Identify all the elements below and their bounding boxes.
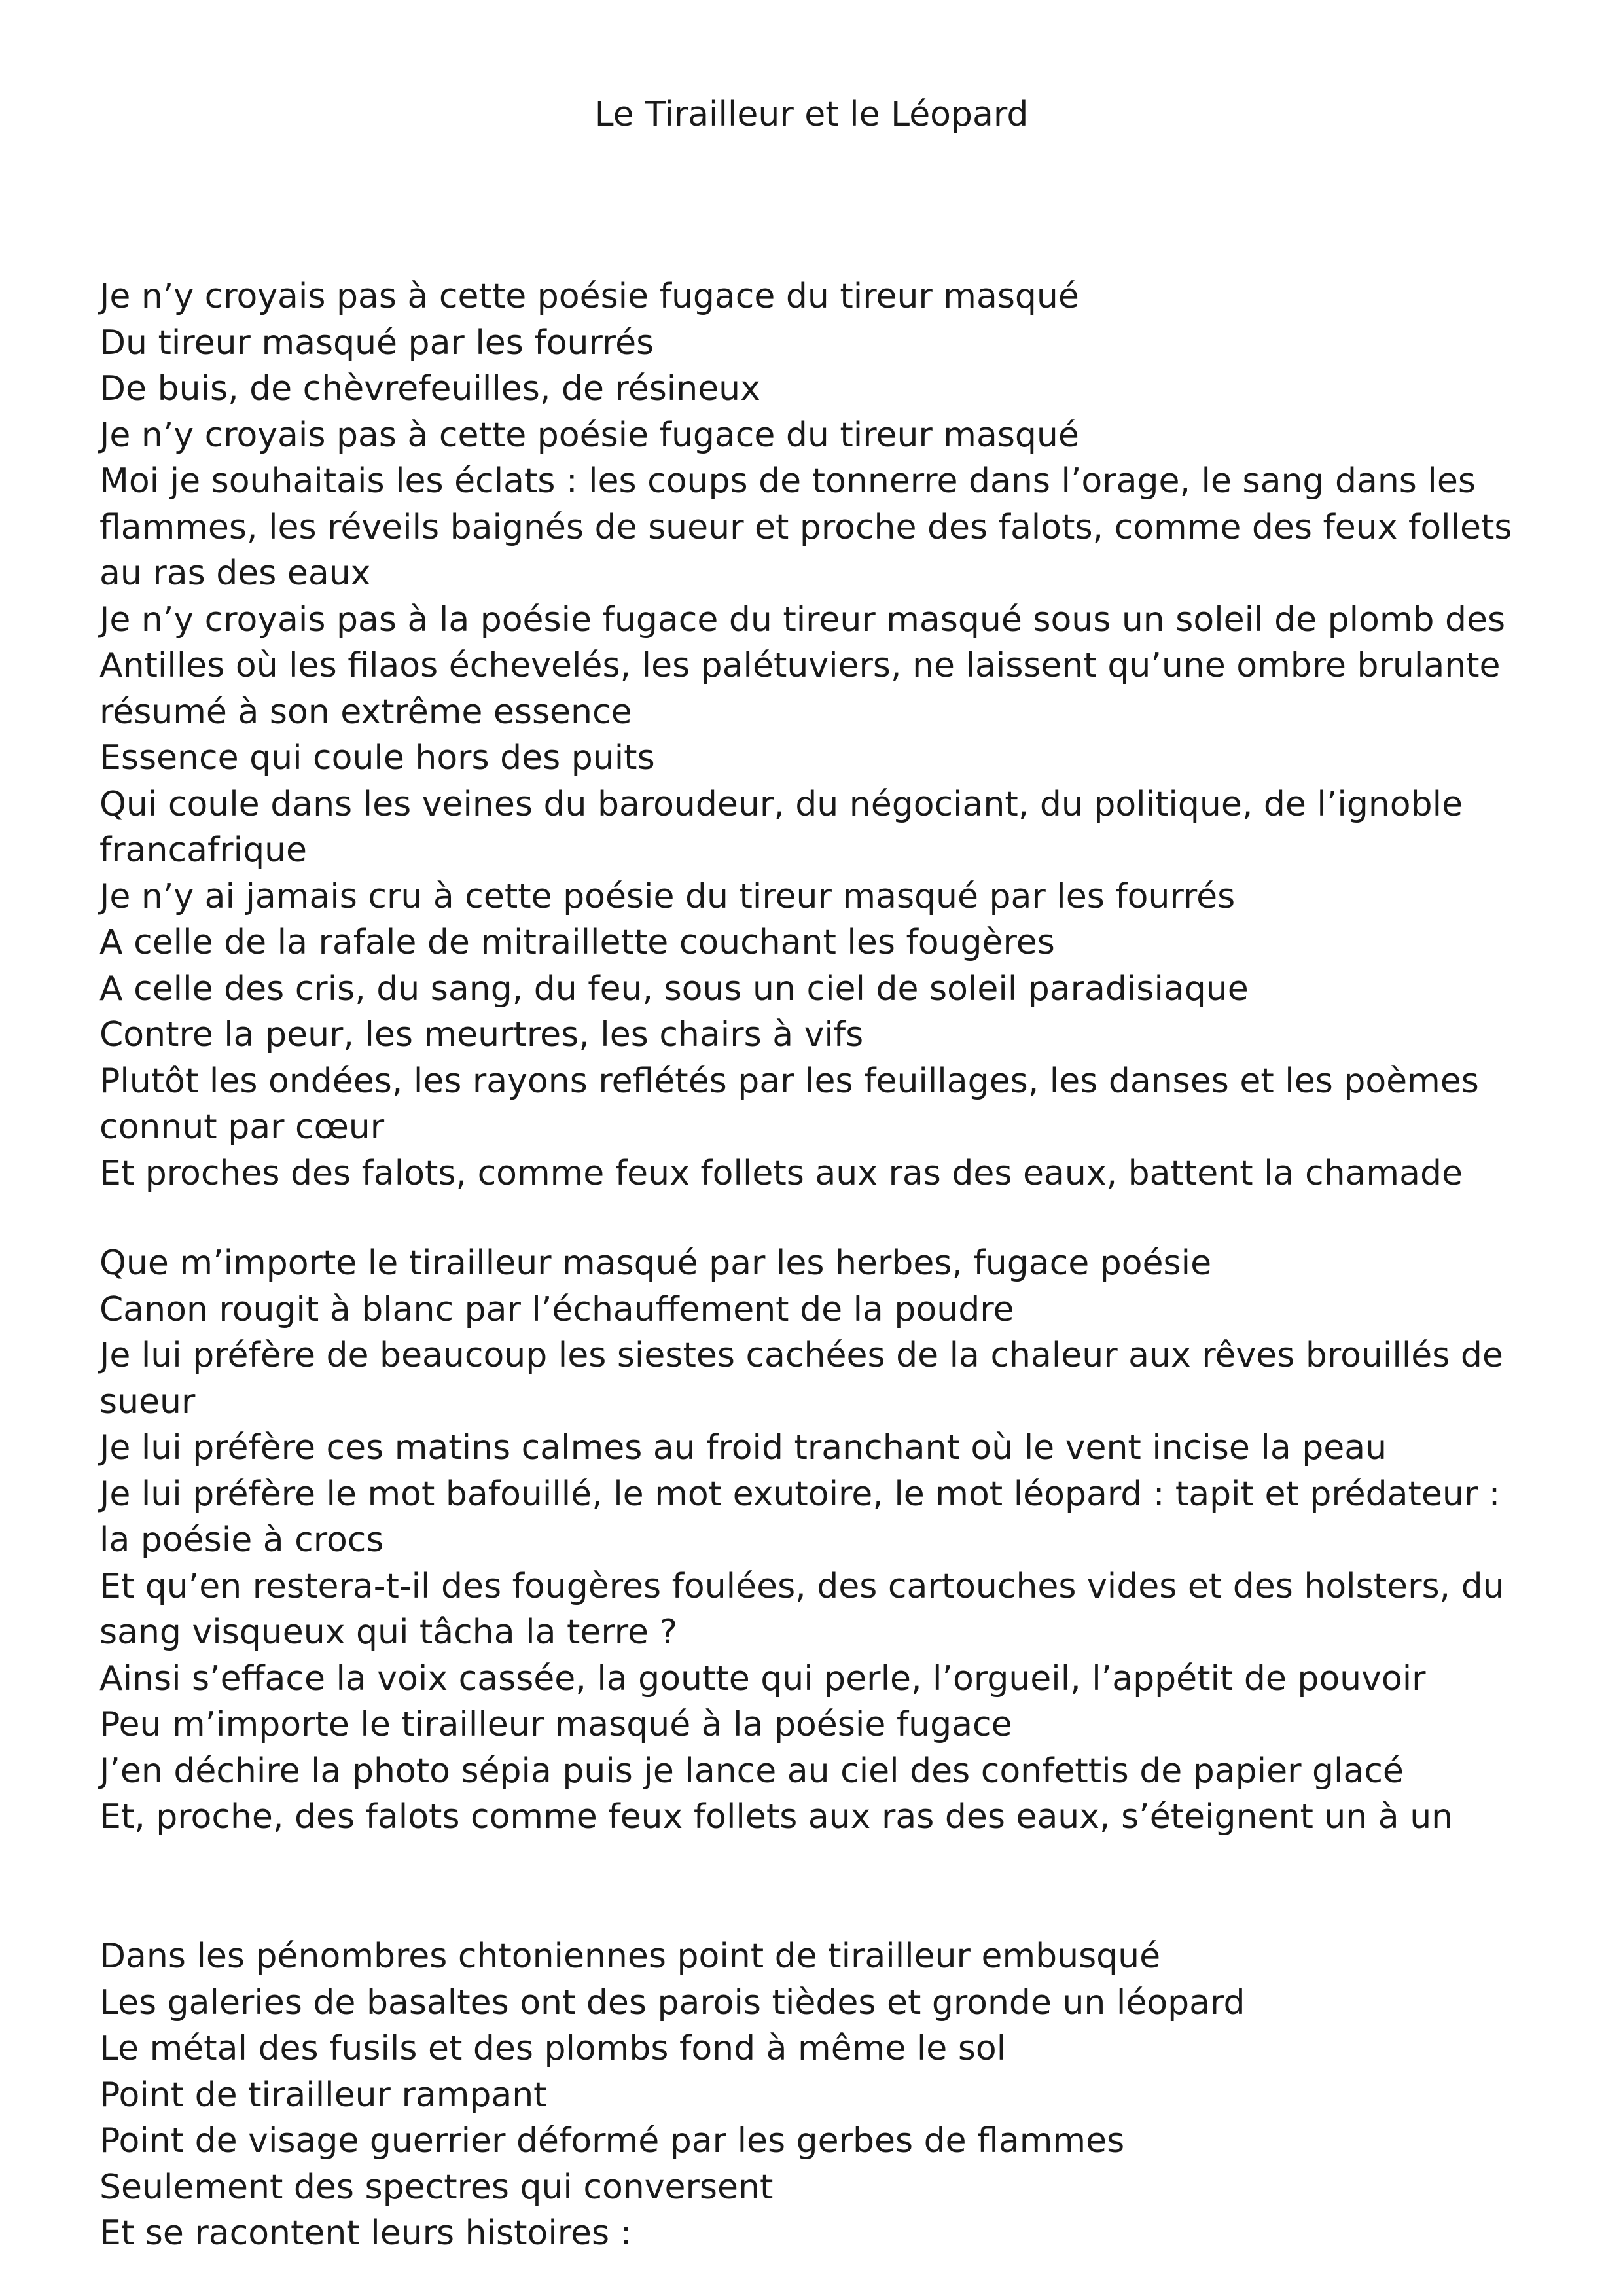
poem-line: Canon rougit à blanc par l’échauffement de la poudre <box>99 1289 1014 1329</box>
poem-line: Peu m’importe le tirailleur masqué à la poésie fugace <box>99 1705 1012 1744</box>
poem-line: Du tireur masqué par les fourrés <box>99 323 654 363</box>
poem-line: Et se racontent leurs histoires : <box>99 2214 632 2253</box>
poem-line: Je lui préfère le mot bafouillé, le mot exutoire, le mot léopard : tapit et prédateur : la poésie à crocs <box>99 1474 1501 1560</box>
poem-line: Que m’importe le tirailleur masqué par les herbes, fugace poésie <box>99 1244 1212 1283</box>
poem-line: A celle de la rafale de mitraillette couchant les fougères <box>99 923 1055 962</box>
poem-line: Je n’y croyais pas à cette poésie fugace du tireur masqué <box>99 277 1079 316</box>
poem-title: Le Tirailleur et le Léopard <box>594 95 1029 134</box>
poem-line: A celle des cris, du sang, du feu, sous un ciel de soleil paradisiaque <box>99 969 1249 1009</box>
stanza <box>99 1933 1539 2257</box>
poem-line: Et qu’en restera-t-il des fougères foulées, des cartouches vides et des holsters, du sang visqueux qui tâcha la terre ? <box>99 1566 1505 1652</box>
poem-line: Point de tirailleur rampant <box>99 2075 547 2115</box>
poem-line: Dans les pénombres chtoniennes point de tirailleur embusqué <box>99 1937 1161 1976</box>
poem-line: Moi je souhaitais les éclats : les coups de tonnerre dans l’orage, le sang dans les flammes, les réveils baignés de sueur et proche des falots, comme des feux follets au ras des eaux <box>99 461 1512 593</box>
poem-line: Je n’y ai jamais cru à cette poésie du tireur masqué par les fourrés <box>99 876 1236 916</box>
poem-line: Le métal des fusils et des plombs fond à même le sol <box>99 2029 1007 2068</box>
poem-line: De buis, de chèvrefeuilles, de résineux <box>99 369 760 408</box>
poem-line: Je lui préfère ces matins calmes au froid tranchant où le vent incise la peau <box>99 1428 1387 1467</box>
poem-line: Contre la peur, les meurtres, les chairs à vifs <box>99 1015 864 1054</box>
poem-line: Je lui préfère de beaucoup les siestes cachées de la chaleur aux rêves brouillés de sueur <box>99 1336 1503 1422</box>
poem-line: Point de visage guerrier déformé par les gerbes de flammes <box>99 2121 1125 2161</box>
poem-line: Seulement des spectres qui conversent <box>99 2167 774 2207</box>
poem-line: Et, proche, des falots comme feux follets aux ras des eaux, s’éteignent un à un <box>99 1797 1454 1837</box>
poem-line: Je n’y croyais pas à la poésie fugace du tireur masqué sous un soleil de plomb des Antilles où les filaos échevelés, les palétuviers, ne laissent qu’une ombre brulante résumé à son extrême essence <box>99 600 1506 732</box>
stanza <box>99 274 1539 1196</box>
poem-line: Les galeries de basaltes ont des parois tièdes et gronde un léopard <box>99 1982 1245 2022</box>
poem-line: Plutôt les ondées, les rayons reflétés par les feuillages, les danses et les poèmes connut par cœur <box>99 1061 1479 1147</box>
poem-line: Ainsi s’efface la voix cassée, la goutte qui perle, l’orgueil, l’appétit de pouvoir <box>99 1659 1426 1698</box>
stanza <box>99 1240 1539 1840</box>
poem-line: Et proches des falots, comme feux follets aux ras des eaux, battent la chamade <box>99 1153 1463 1193</box>
poem-line: Essence qui coule hors des puits <box>99 738 655 778</box>
poem-line: Qui coule dans les veines du baroudeur, du négociant, du politique, de l’ignoble francafrique <box>99 784 1463 870</box>
poem-line: Je n’y croyais pas à cette poésie fugace du tireur masqué <box>99 415 1079 455</box>
poem-line: J’en déchire la photo sépia puis je lance au ciel des confettis de papier glacé <box>99 1751 1404 1791</box>
